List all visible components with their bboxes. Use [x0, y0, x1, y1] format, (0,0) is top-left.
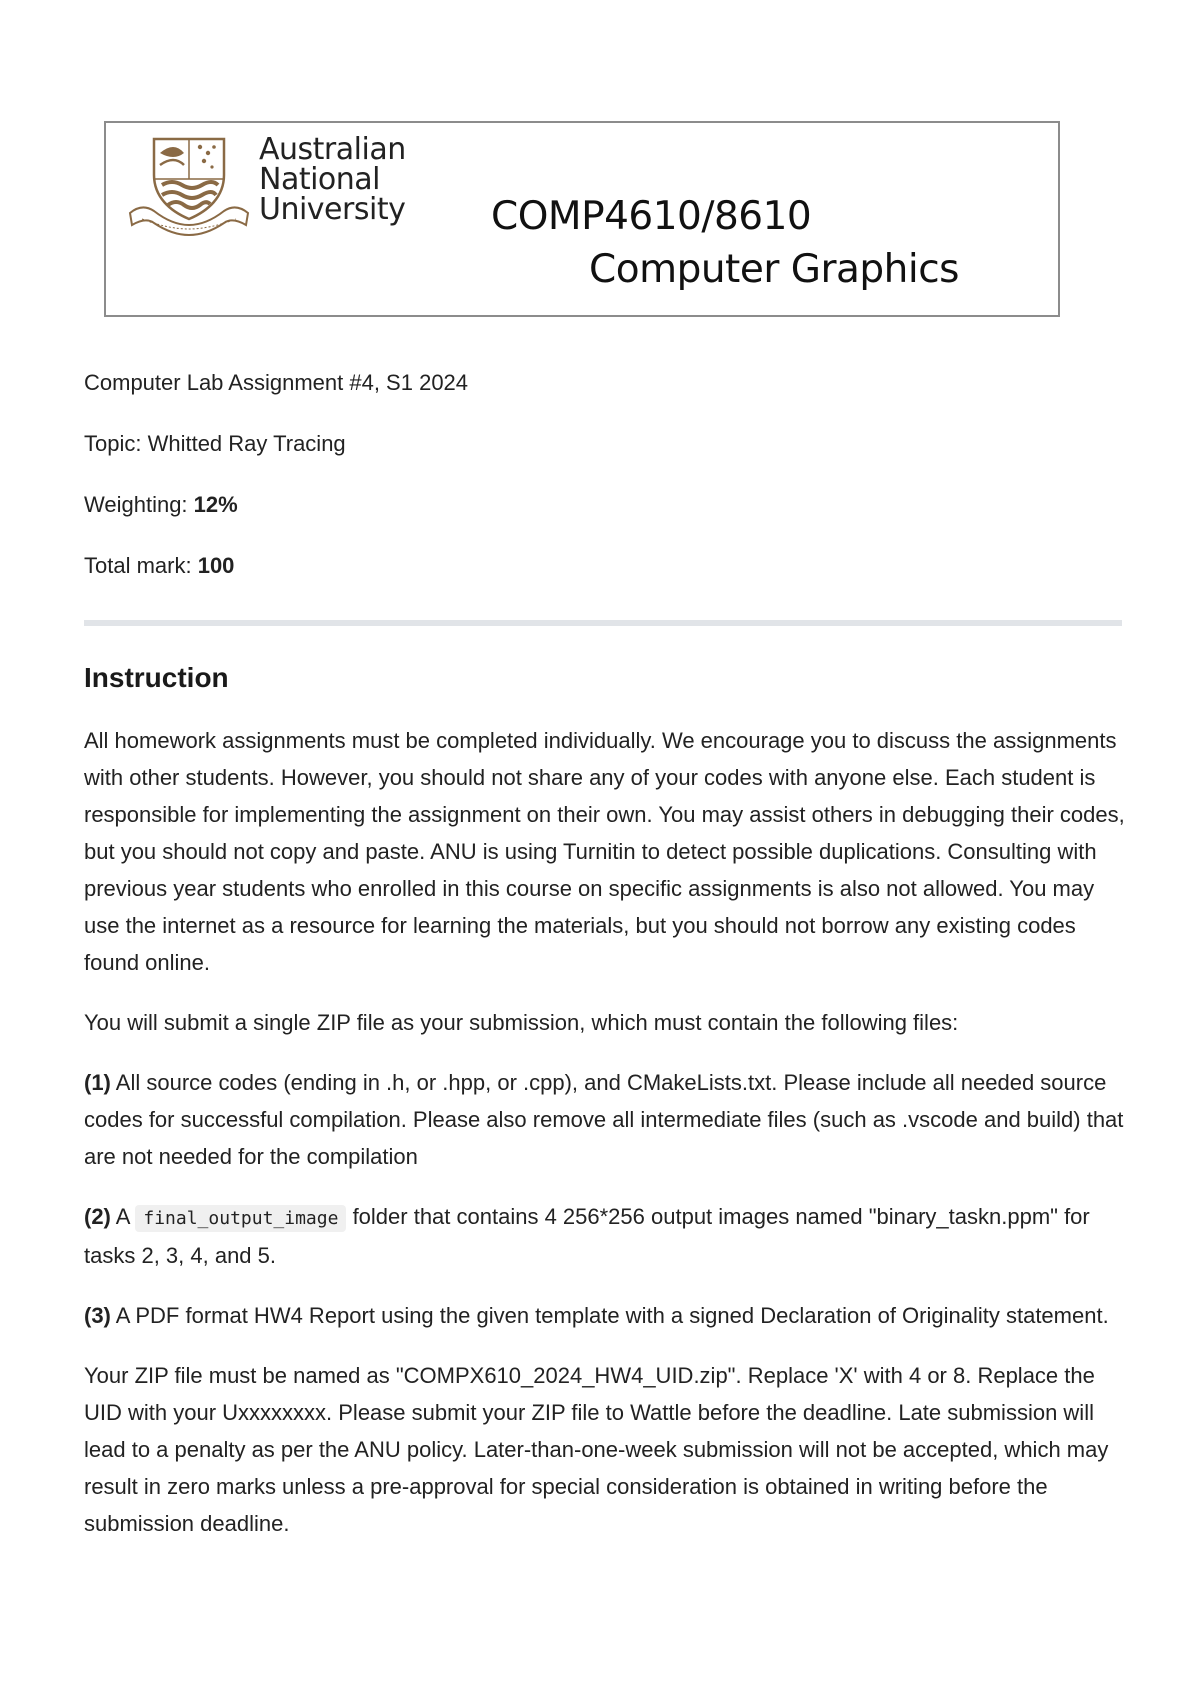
topic-line: Topic: Whitted Ray Tracing	[84, 431, 346, 456]
inline-code: final_output_image	[135, 1205, 346, 1232]
weighting-line: Weighting: 12%	[84, 492, 238, 517]
intro-paragraph: All homework assignments must be completed individually. We encourage you to discuss the assignments with other students. However, you should not share any of your codes with anyone else. Each student is responsible for implementing the assignment on their own. You may assist others in debugging their codes, but you should not copy and paste. ANU is using Turnitin to detect possible duplications. Consulting with previous year students who enrolled in this course on specific assignments is also not allowed. You may use the internet as a resource for learning the materials, but you should not borrow any existing codes found online.	[84, 728, 1125, 975]
section-heading: Instruction	[84, 662, 229, 693]
list-item: (2) A final_output_image folder that contains 4 256*256 output images named "binary_taskn.ppm" for tasks 2, 3, 4, and 5.	[84, 1204, 1090, 1268]
list-item: (3) A PDF format HW4 Report using the given template with a signed Declaration of Originality statement.	[84, 1303, 1109, 1328]
assignment-title: Computer Lab Assignment #4, S1 2024	[84, 370, 469, 395]
course-banner	[104, 121, 1060, 317]
horizontal-divider	[84, 620, 1122, 626]
list-item: (1) All source codes (ending in .h, or .hpp, or .cpp), and CMakeLists.txt. Please include all needed source codes for successful compilation. Please also remove all intermediate files (such as .vscode and build) that are not needed for the compilation	[84, 1070, 1124, 1169]
closing-paragraph: Your ZIP file must be named as "COMPX610_2024_HW4_UID.zip". Replace 'X' with 4 or 8. Replace the UID with your Uxxxxxxxx. Please submit your ZIP file to Wattle before the deadline. Late submission will lead to a penalty as per the ANU policy. Later-than-one-week submission will not be accepted, which may result in zero marks unless a pre-approval for special consideration is obtained in writing before the submission deadline.	[84, 1363, 1109, 1536]
submission-intro: You will submit a single ZIP file as your submission, which must contain the following files:	[84, 1010, 959, 1035]
course-code: COMP4610/8610	[491, 194, 812, 239]
total-mark-line: Total mark: 100	[84, 553, 235, 578]
anu-crest-logo	[128, 133, 250, 237]
course-name: Computer Graphics	[589, 247, 959, 292]
university-name: Australian National University	[259, 132, 406, 227]
instruction-body	[84, 722, 1129, 1565]
